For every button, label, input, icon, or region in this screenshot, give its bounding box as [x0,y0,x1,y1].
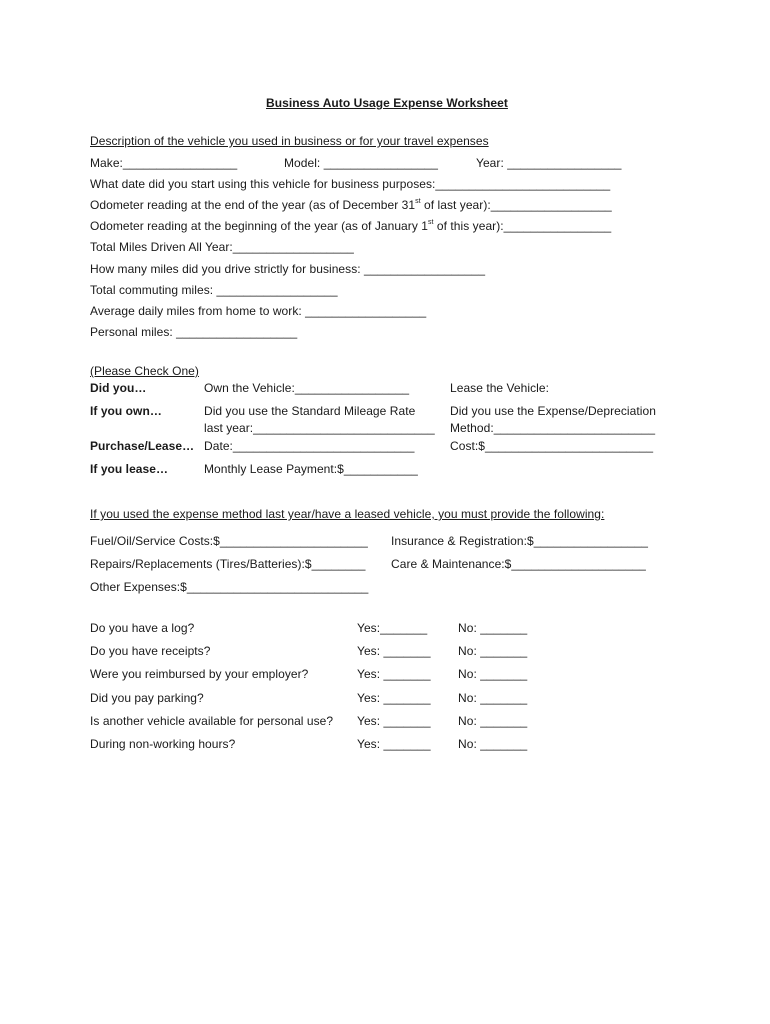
odometer-begin-sup: st [427,219,434,226]
did-you-label: Did you… [90,381,147,395]
purchase-lease-label: Purchase/Lease… [90,439,195,453]
date-field[interactable]: Date:___________________________ [204,439,415,453]
no-field[interactable]: No: _______ [458,667,528,681]
expense-method-label: Did you use the Expense/Depreciation [450,404,656,418]
avg-daily-miles-field[interactable]: Average daily miles from home to work: __________________ [90,304,427,318]
year-field[interactable]: Year: _________________ [476,156,622,170]
question-text: Is another vehicle available for personal use? [90,714,334,728]
odometer-begin-text: Odometer reading at the beginning of the year (as of January 1 [90,219,428,233]
page-title: Business Auto Usage Expense Worksheet [266,96,508,110]
question-text: Do you have receipts? [90,644,211,658]
yes-field[interactable]: Yes: _______ [357,667,431,681]
yes-field[interactable]: Yes: _______ [357,737,431,751]
commuting-miles-field[interactable]: Total commuting miles: __________________ [90,283,338,297]
expense-method-field[interactable]: Method:________________________ [450,421,656,435]
if-lease-label: If you lease… [90,462,169,476]
lease-vehicle-option[interactable]: Lease the Vehicle: [450,381,549,395]
total-miles-field[interactable]: Total Miles Driven All Year:__________________ [90,240,354,254]
no-field[interactable]: No: _______ [458,621,528,635]
odometer-begin-field[interactable] [90,219,611,233]
question-text: Do you have a log? [90,621,195,635]
yes-field[interactable]: Yes: _______ [357,714,431,728]
expense-heading: If you used the expense method last year/have a leased vehicle, you must provide the following: [90,507,605,521]
if-own-label: If you own… [90,404,162,418]
vehicle-heading: Description of the vehicle you used in business or for your travel expenses [90,134,489,148]
model-field[interactable]: Model: _________________ [284,156,439,170]
monthly-lease-field[interactable]: Monthly Lease Payment:$___________ [204,462,418,476]
cost-field[interactable]: Cost:$_________________________ [450,439,654,453]
odometer-end-rest: of last year):__________________ [420,198,612,212]
no-field[interactable]: No: _______ [458,691,528,705]
yes-field[interactable]: Yes: _______ [357,691,431,705]
odometer-end-sup: st [415,198,421,205]
care-maintenance-field[interactable]: Care & Maintenance:$____________________ [391,557,646,571]
yes-field[interactable]: Yes: _______ [357,644,431,658]
question-text: During non-working hours? [90,737,236,751]
std-mileage-label: Did you use the Standard Mileage Rate [204,404,416,418]
make-field[interactable]: Make:_________________ [90,156,238,170]
other-expenses-field[interactable]: Other Expenses:$___________________________ [90,580,369,594]
no-field[interactable]: No: _______ [458,714,528,728]
question-text: Were you reimbursed by your employer? [90,667,309,681]
odometer-begin-rest: of this year):________________ [433,219,612,233]
no-field[interactable]: No: _______ [458,644,528,658]
std-mileage-field[interactable]: last year:___________________________ [204,421,435,435]
own-vehicle-field[interactable]: Own the Vehicle:_________________ [204,381,410,395]
question-text: Did you pay parking? [90,691,204,705]
repairs-field[interactable]: Repairs/Replacements (Tires/Batteries):$________ [90,557,366,571]
insurance-field[interactable]: Insurance & Registration:$_________________ [391,534,649,548]
start-date-field[interactable]: What date did you start using this vehicle for business purposes:__________________________ [90,177,611,191]
odometer-end-text: Odometer reading at the end of the year (as of December 31 [90,198,416,212]
business-miles-field[interactable]: How many miles did you drive strictly for business: __________________ [90,262,486,276]
check-one-label: (Please Check One) [90,364,199,378]
personal-miles-field[interactable]: Personal miles: __________________ [90,325,298,339]
no-field[interactable]: No: _______ [458,737,528,751]
fuel-costs-field[interactable]: Fuel/Oil/Service Costs:$______________________ [90,534,368,548]
odometer-end-field[interactable] [90,198,612,212]
yes-field[interactable]: Yes:_______ [357,621,428,635]
